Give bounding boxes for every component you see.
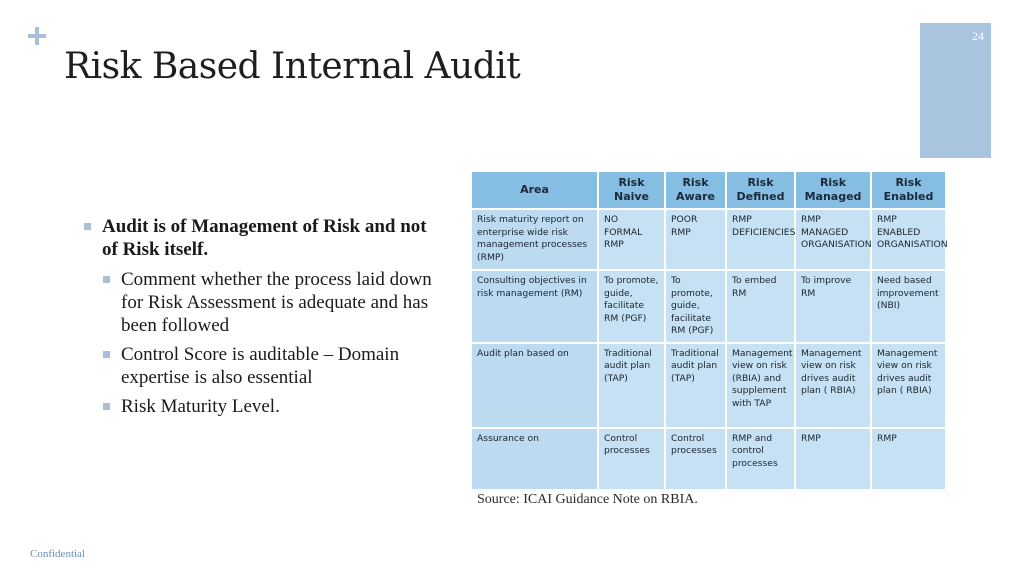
header-risk-defined: Risk Defined bbox=[726, 171, 795, 209]
table-row bbox=[471, 209, 946, 270]
sub-bullet bbox=[103, 343, 444, 389]
table-cell: To promote, guide, facilitate RM (PGF) bbox=[598, 270, 665, 343]
slide-title: Risk Based Internal Audit bbox=[64, 46, 521, 87]
bullet-square-icon bbox=[84, 223, 91, 230]
sub-bullet bbox=[103, 395, 444, 418]
table-row bbox=[471, 343, 946, 428]
plus-icon bbox=[27, 26, 47, 46]
table-cell: Assurance on bbox=[471, 428, 598, 490]
header-risk-aware: Risk Aware bbox=[665, 171, 726, 209]
table-cell: RMP MANAGED ORGANISATION bbox=[795, 209, 871, 270]
source-caption: Source: ICAI Guidance Note on RBIA. bbox=[477, 492, 698, 507]
table-cell: RMP bbox=[871, 428, 946, 490]
bullet-square-icon bbox=[103, 276, 110, 283]
sub-bullet-text: Control Score is auditable – Domain expertise is also essential bbox=[121, 344, 400, 388]
bullet-list bbox=[84, 215, 444, 424]
table-cell: Control processes bbox=[665, 428, 726, 490]
page-number: 24 bbox=[972, 29, 984, 43]
table-cell: Audit plan based on bbox=[471, 343, 598, 428]
table-cell: POOR RMP bbox=[665, 209, 726, 270]
table-cell: To promote, guide, facilitate RM (PGF) bbox=[665, 270, 726, 343]
table-cell: Management view on risk drives audit plan ( RBIA) bbox=[871, 343, 946, 428]
table-cell: Control processes bbox=[598, 428, 665, 490]
header-risk-naive: Risk Naive bbox=[598, 171, 665, 209]
sub-bullet-text: Comment whether the process laid down for Risk Assessment is adequate and has been followed bbox=[121, 269, 432, 336]
table-header-row bbox=[471, 171, 946, 209]
header-risk-enabled: Risk Enabled bbox=[871, 171, 946, 209]
table-cell: Consulting objectives in risk management (RM) bbox=[471, 270, 598, 343]
table-cell: Management view on risk drives audit plan ( RBIA) bbox=[795, 343, 871, 428]
table-cell: RMP and control processes bbox=[726, 428, 795, 490]
risk-maturity-table bbox=[470, 170, 947, 491]
table-cell: RMP bbox=[795, 428, 871, 490]
table-cell: Risk maturity report on enterprise wide risk management processes (RMP) bbox=[471, 209, 598, 270]
main-bullet bbox=[84, 215, 444, 261]
sub-bullet bbox=[103, 268, 444, 337]
table-cell: RMP DEFICIENCIES bbox=[726, 209, 795, 270]
table-cell: Management view on risk (RBIA) and supplement with TAP bbox=[726, 343, 795, 428]
table-cell: To improve RM bbox=[795, 270, 871, 343]
page-number-box bbox=[920, 23, 991, 158]
table-cell: Traditional audit plan (TAP) bbox=[665, 343, 726, 428]
header-area: Area bbox=[471, 171, 598, 209]
table-cell: Traditional audit plan (TAP) bbox=[598, 343, 665, 428]
bullet-square-icon bbox=[103, 403, 110, 410]
risk-maturity-table-image bbox=[470, 170, 948, 483]
table-row bbox=[471, 428, 946, 490]
table-cell: Need based improvement (NBI) bbox=[871, 270, 946, 343]
table-cell: To embed RM bbox=[726, 270, 795, 343]
footer-confidential: Confidential bbox=[30, 548, 85, 560]
main-bullet-text: Audit is of Management of Risk and not of Risk itself. bbox=[102, 216, 427, 260]
header-risk-managed: Risk Managed bbox=[795, 171, 871, 209]
sub-bullet-text: Risk Maturity Level. bbox=[121, 396, 280, 417]
sub-bullet-list bbox=[84, 268, 444, 418]
table-row bbox=[471, 270, 946, 343]
table-cell: RMP ENABLED ORGANISATION bbox=[871, 209, 946, 270]
bullet-square-icon bbox=[103, 351, 110, 358]
table-cell: NO FORMAL RMP bbox=[598, 209, 665, 270]
